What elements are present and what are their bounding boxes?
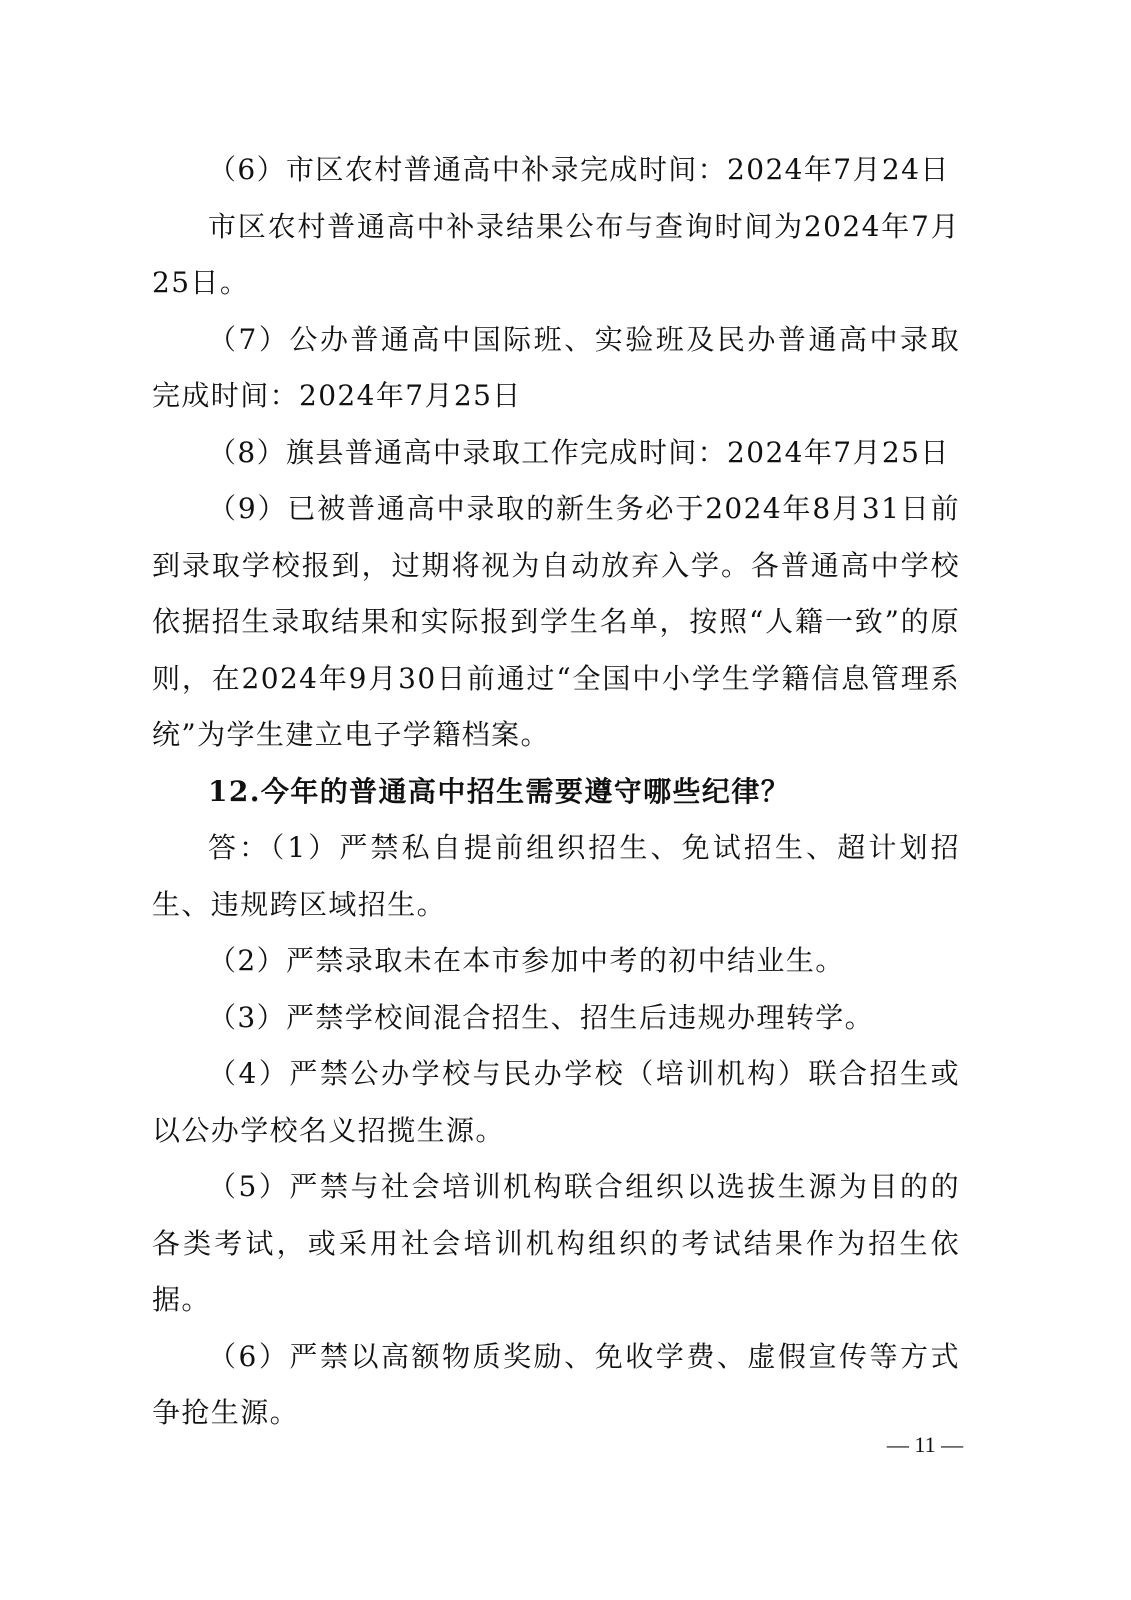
page-number: — 11 — <box>886 1432 964 1457</box>
paragraph-county-admission-completion: （8）旗县普通高中录取工作完成时间：2024年7月25日 <box>208 435 950 469</box>
paragraph-senior-high-supplement-completion: （6）市区农村普通高中补录完成时间：2024年7月24日 <box>208 153 950 186</box>
paragraph-discipline-rule-2: （2）严禁录取未在本市参加中考的初中结业生。 <box>208 944 845 977</box>
paragraph-supplement-result-query: 市区农村普通高中补录结果公布与查询时间为2024年7月25日。 <box>152 209 960 299</box>
paragraph-discipline-rule-6: （6）严禁以高额物质奖励、免收学费、虚假宣传等方式争抢生源。 <box>152 1339 960 1429</box>
paragraph-discipline-rule-3: （3）严禁学校间混合招生、招生后违规办理转学。 <box>208 1000 875 1034</box>
document-body <box>152 142 960 1442</box>
paragraph-enrollment-registration: （9）已被普通高中录取的新生务必于2024年8月31日前到录取学校报到，过期将视为自动放弃入学。各普通高中学校依据招生录取结果和实际报到学生名单，按照“人籍一致”的原则，在2024年9月30日前通过“全国中小学生学籍信息管理系统”为学生建立电子学籍档案。 <box>152 492 960 751</box>
paragraph-discipline-rule-4: （4）严禁公办学校与民办学校（培训机构）联合招生或以公办学校名义招揽生源。 <box>152 1057 960 1147</box>
question-heading-12: 12.今年的普通高中招生需要遵守哪些纪律？ <box>208 774 791 808</box>
paragraph-discipline-rule-1: 答：（1）严禁私自提前组织招生、免试招生、超计划招生、违规跨区域招生。 <box>152 831 960 921</box>
paragraph-international-class-admission: （7）公办普通高中国际班、实验班及民办普通高中录取完成时间：2024年7月25日 <box>152 322 960 412</box>
paragraph-discipline-rule-5: （5）严禁与社会培训机构联合组织以选拔生源为目的的各类考试，或采用社会培训机构组织的考试结果作为招生依据。 <box>152 1170 960 1316</box>
